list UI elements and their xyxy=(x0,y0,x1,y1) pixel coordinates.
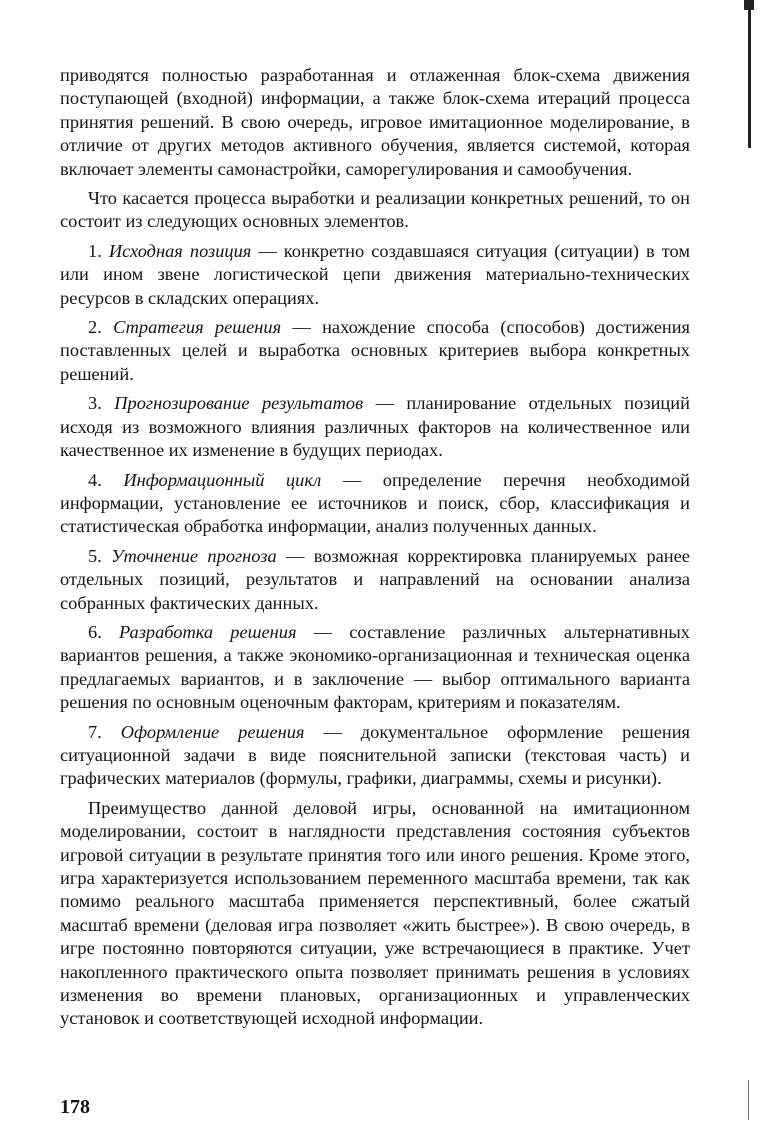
item-text: — определение перечня необходимой информации, установление ее источников и поиск, сбор, классификация и статистическая обработка информации, анализ полученных данных. xyxy=(60,469,690,537)
item-text: — нахождение способа (способов) достижения поставленных целей и выработка основных критериев выбора конкретных решений. xyxy=(60,317,690,384)
item-number: 4. xyxy=(88,469,102,490)
item-number: 6. xyxy=(88,621,102,642)
item-number: 3. xyxy=(88,393,102,414)
paragraph-intro: приводятся полностью разработанная и отлаженная блок-схема движения поступающей (входной) информации, а также блок-схема итераций процесса принятия решений. В свою очередь, игровое имитационное моделирование, в отличие от других методов активного обучения, является системой, которая включает элементы самонастройки, саморегулирования и самообучения. xyxy=(60,65,690,179)
paragraph-elements-lead: Что касается процесса выработки и реализации конкретных решений, то он состоит из следующих основных элементов. xyxy=(60,188,690,232)
item-term: Оформление решения xyxy=(120,721,305,742)
item-term: Исходная позиция xyxy=(108,240,252,261)
list-item-1 xyxy=(60,240,690,310)
item-term: Уточнение прогноза xyxy=(111,545,277,566)
page-edge-line xyxy=(748,0,751,148)
list-item-6 xyxy=(60,621,690,715)
page-number: 178 xyxy=(60,1096,90,1118)
page-body xyxy=(60,64,690,1031)
item-number: 7. xyxy=(88,721,102,742)
item-text: — конкретно создавшаяся ситуация (ситуации) в том или ином звене логистической цепи движения материально-технических ресурсов в складских операциях. xyxy=(60,240,690,308)
item-text: — документальное оформление решения ситуационной задачи в виде пояснительной записки (текстовая часть) и графических материалов (формулы, графики, диаграммы, схемы и рисунки). xyxy=(60,721,691,789)
item-term: Информационный цикл xyxy=(123,469,322,490)
paragraph-closing: Преимущество данной деловой игры, основанной на имитационном моделировании, состоит в наглядности представления состояния субъектов игровой ситуации в результате принятия того или иного решения. Кроме этого, игра характеризуется использованием переменного масштаба времени, так как помимо реального масштаба применяется перспективный, более сжатый масштаб времени (деловая игра позволяет «жить быстрее»). В свою очередь, в игре постоянно повторяются ситуации, уже встречающиеся в практике. Учет накопленного практического опыта позволяет принимать решения в условиях изменения во времени плановых, организационных и управленческих установок и соответствующей исходной информации. xyxy=(60,797,690,1029)
item-number: 5. xyxy=(88,545,102,566)
list-item-5 xyxy=(60,545,690,615)
item-text: — возможная корректировка планируемых ранее отдельных позиций, результатов и направлений на основании анализа собранных фактических данных. xyxy=(60,545,690,613)
item-term: Прогнозирование результатов xyxy=(114,393,364,414)
list-item-3 xyxy=(60,392,690,462)
item-term: Стратегия решения xyxy=(113,317,282,338)
item-number: 1. xyxy=(88,240,102,261)
item-number: 2. xyxy=(88,317,102,338)
item-text: — составление различных альтернативных вариантов решения, а также экономико-организационная и техническая оценка предлагаемых вариантов, и в заключение — выбор оптимального варианта решения по основным оценочным факторам, критериям и показателям. xyxy=(60,621,690,713)
item-text: — планирование отдельных позиций исходя из возможного влияния различных факторов на количественное или качественное их изменение в будущих периодах. xyxy=(60,393,690,461)
list-item-7 xyxy=(60,721,690,791)
list-item-2 xyxy=(60,316,690,386)
list-item-4 xyxy=(60,469,690,539)
page-edge-tick xyxy=(748,1080,749,1120)
item-term: Разработка решения xyxy=(118,621,297,642)
